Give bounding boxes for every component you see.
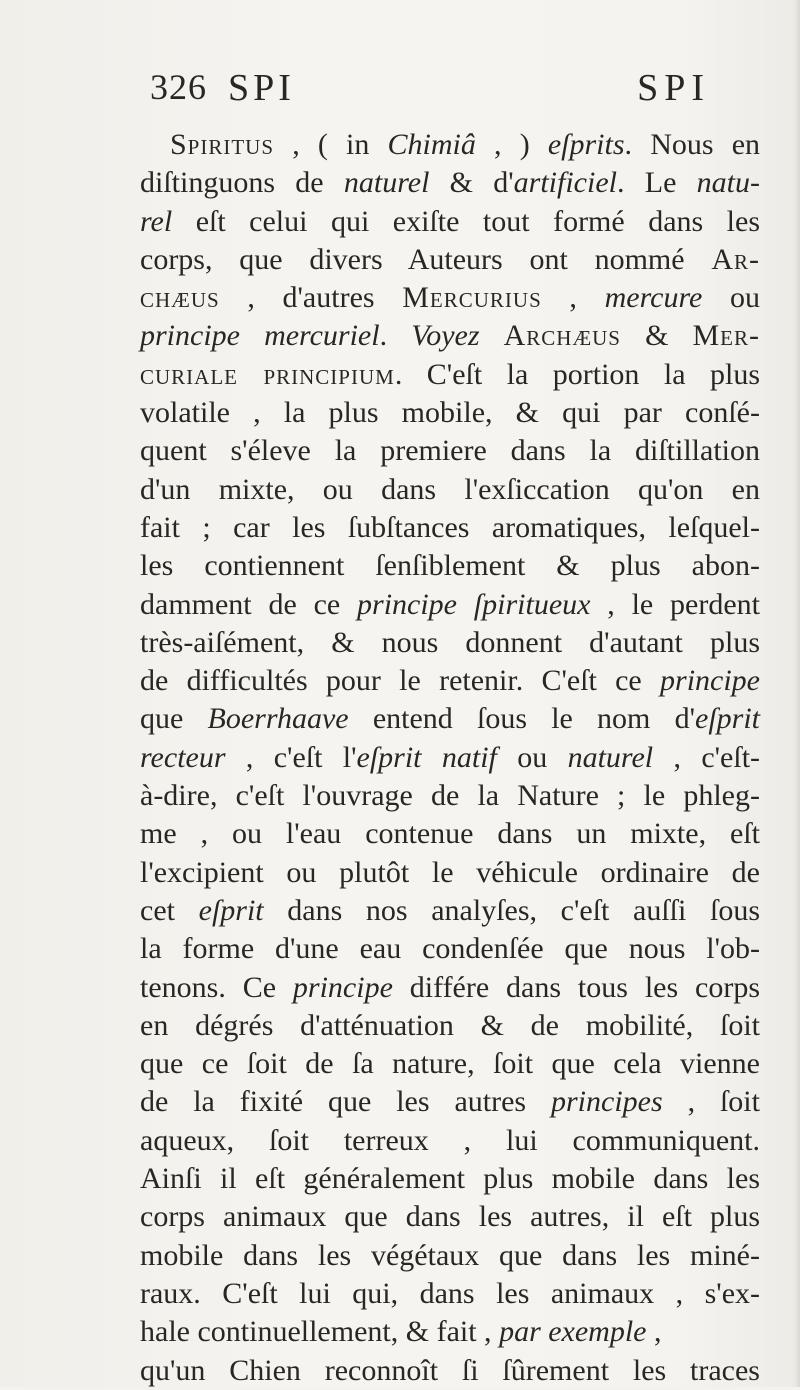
- text-run: de difficultés pour le retenir. C'eſt ce: [140, 664, 661, 698]
- small-caps-run: Archæus: [503, 319, 621, 353]
- small-caps-run: Mer-: [692, 319, 760, 353]
- small-caps-run: Ar-: [711, 242, 760, 276]
- text-run: &: [620, 319, 693, 353]
- text-line: [140, 317, 760, 355]
- text-run: de la fixité que les autres: [140, 1085, 551, 1119]
- text-line: [140, 164, 760, 202]
- text-line: Ainſi il eſt généralement plus mobile dans les: [140, 1162, 760, 1196]
- text-line: me , ou l'eau contenue dans un mixte, eſt: [140, 817, 760, 851]
- italic-run: eſprit: [198, 893, 264, 927]
- small-caps-run: chæus: [140, 281, 220, 315]
- text-run: damment de ce: [140, 587, 358, 621]
- text-run: , ſoit: [662, 1085, 760, 1119]
- page-number: 326: [150, 67, 207, 107]
- text-run: ou: [496, 740, 568, 774]
- text-line: [140, 586, 760, 624]
- text-line: [140, 356, 760, 394]
- text-run: cet: [140, 893, 199, 927]
- text-run: , ): [475, 128, 548, 161]
- text-line: [140, 1313, 760, 1351]
- text-line: d'un mixte, ou dans l'exſiccation qu'on en: [140, 472, 760, 506]
- text-run: , c'eſt-: [653, 740, 761, 774]
- running-head: [150, 66, 710, 126]
- text-run: hale continuellement, & fait ,: [140, 1315, 500, 1349]
- text-run: .: [379, 319, 412, 353]
- text-line: [140, 662, 760, 700]
- italic-run: recteur: [140, 740, 226, 774]
- text-run: corps, que divers Auteurs ont nommé: [140, 242, 712, 276]
- text-line: raux. C'eſt lui qui, dans les animaux , s'ex-: [140, 1276, 760, 1310]
- italic-run: principe ſpiritueux: [357, 587, 591, 621]
- italic-run: eſprit natif: [356, 740, 497, 774]
- text-run: . Le: [617, 166, 697, 200]
- text-run: , le perdent: [590, 587, 760, 621]
- italic-run: rel: [140, 204, 173, 238]
- text-line: à-dire, c'eſt l'ouvrage de la Nature ; le phleg-: [140, 779, 760, 813]
- text-line: quent s'éleve la premiere dans la diſtillation: [140, 434, 760, 468]
- running-head-left: SPI: [228, 67, 295, 109]
- text-line: [140, 969, 760, 1007]
- text-line: aqueux, ſoit terreux , lui communiquent.: [140, 1123, 760, 1157]
- text-line: [140, 241, 760, 279]
- italic-run: artificiel: [513, 166, 617, 200]
- italic-run: Boerrhaave: [207, 702, 349, 736]
- running-head-right: SPI: [637, 67, 710, 109]
- text-run: ,: [646, 1315, 662, 1349]
- italic-run: principe: [292, 970, 393, 1004]
- text-line: [140, 203, 760, 241]
- italic-run: par exemple: [499, 1315, 647, 1349]
- text-run: [480, 319, 504, 352]
- italic-run: eſprit: [695, 702, 760, 736]
- text-line: [140, 739, 760, 777]
- page-edge-shadow: [794, 0, 800, 1387]
- text-line: l'excipient ou plutôt le véhicule ordinaire de: [140, 855, 760, 889]
- text-line: [140, 700, 760, 738]
- text-run: dans nos analyſes, c'eſt auſſi ſous: [263, 893, 761, 927]
- text-run: différe dans tous les corps: [392, 970, 761, 1004]
- italic-run: principes: [551, 1085, 663, 1119]
- text-line: que ce ſoit de ſa nature, ſoit que cela vienne: [140, 1047, 760, 1081]
- text-line: très-aiſément, & nous donnent d'autant plus: [140, 625, 760, 659]
- text-run: diſtinguons de: [140, 166, 344, 200]
- text-line: [140, 1083, 760, 1121]
- small-caps-run: Mercurius: [402, 281, 542, 315]
- small-caps-run: curiale principium: [140, 357, 395, 391]
- text-line: [140, 892, 760, 930]
- text-line: corps animaux que dans les autres, il eſt plus: [140, 1200, 760, 1234]
- italic-run: mercure: [604, 281, 703, 315]
- text-run: & d': [429, 166, 514, 200]
- text-run: que: [140, 702, 208, 736]
- text-line: volatile , la plus mobile, & qui par conſé-: [140, 396, 760, 430]
- text-line: fait ; car les ſubſtances aromatiques, leſquel-: [140, 510, 760, 544]
- text-run: , c'eſt l': [225, 740, 357, 774]
- text-line: les contiennent ſenſiblement & plus abon-: [140, 549, 760, 583]
- text-run: eſt celui qui exiſte tout formé dans les: [172, 204, 760, 238]
- italic-run: Voyez: [411, 319, 480, 353]
- text-run: , ( in: [274, 128, 388, 161]
- text-line: qu'un Chien reconnoît ſi ſûrement les traces: [140, 1353, 760, 1387]
- text-line: en dégrés d'atténuation & de mobilité, ſoit: [140, 1008, 760, 1042]
- text-run: . C'eſt la portion la plus: [394, 357, 760, 391]
- text-line: la forme d'une eau condenſée que nous l'ob-: [140, 932, 760, 966]
- text-run: entend ſous le nom d': [348, 702, 695, 736]
- italic-run: principe mercuriel: [140, 319, 380, 353]
- headword: Spiritus: [170, 128, 275, 161]
- italic-run: naturel: [343, 166, 430, 200]
- italic-run: principe: [660, 664, 760, 698]
- text-run: ou: [702, 281, 760, 315]
- italic-run: natu-: [696, 166, 760, 200]
- italic-run: Chimiâ: [387, 128, 476, 161]
- italic-run: naturel: [567, 740, 654, 774]
- text-run: , d'autres: [219, 281, 403, 315]
- article-text: [140, 126, 760, 1390]
- text-line: [140, 279, 760, 317]
- text-line: [140, 126, 760, 164]
- text-run: . Nous en: [624, 128, 761, 161]
- text-line: mobile dans les végétaux que dans les miné-: [140, 1238, 760, 1272]
- text-run: ,: [541, 281, 605, 315]
- text-run: tenons. Ce: [140, 970, 293, 1004]
- italic-run: eſprits: [547, 128, 625, 161]
